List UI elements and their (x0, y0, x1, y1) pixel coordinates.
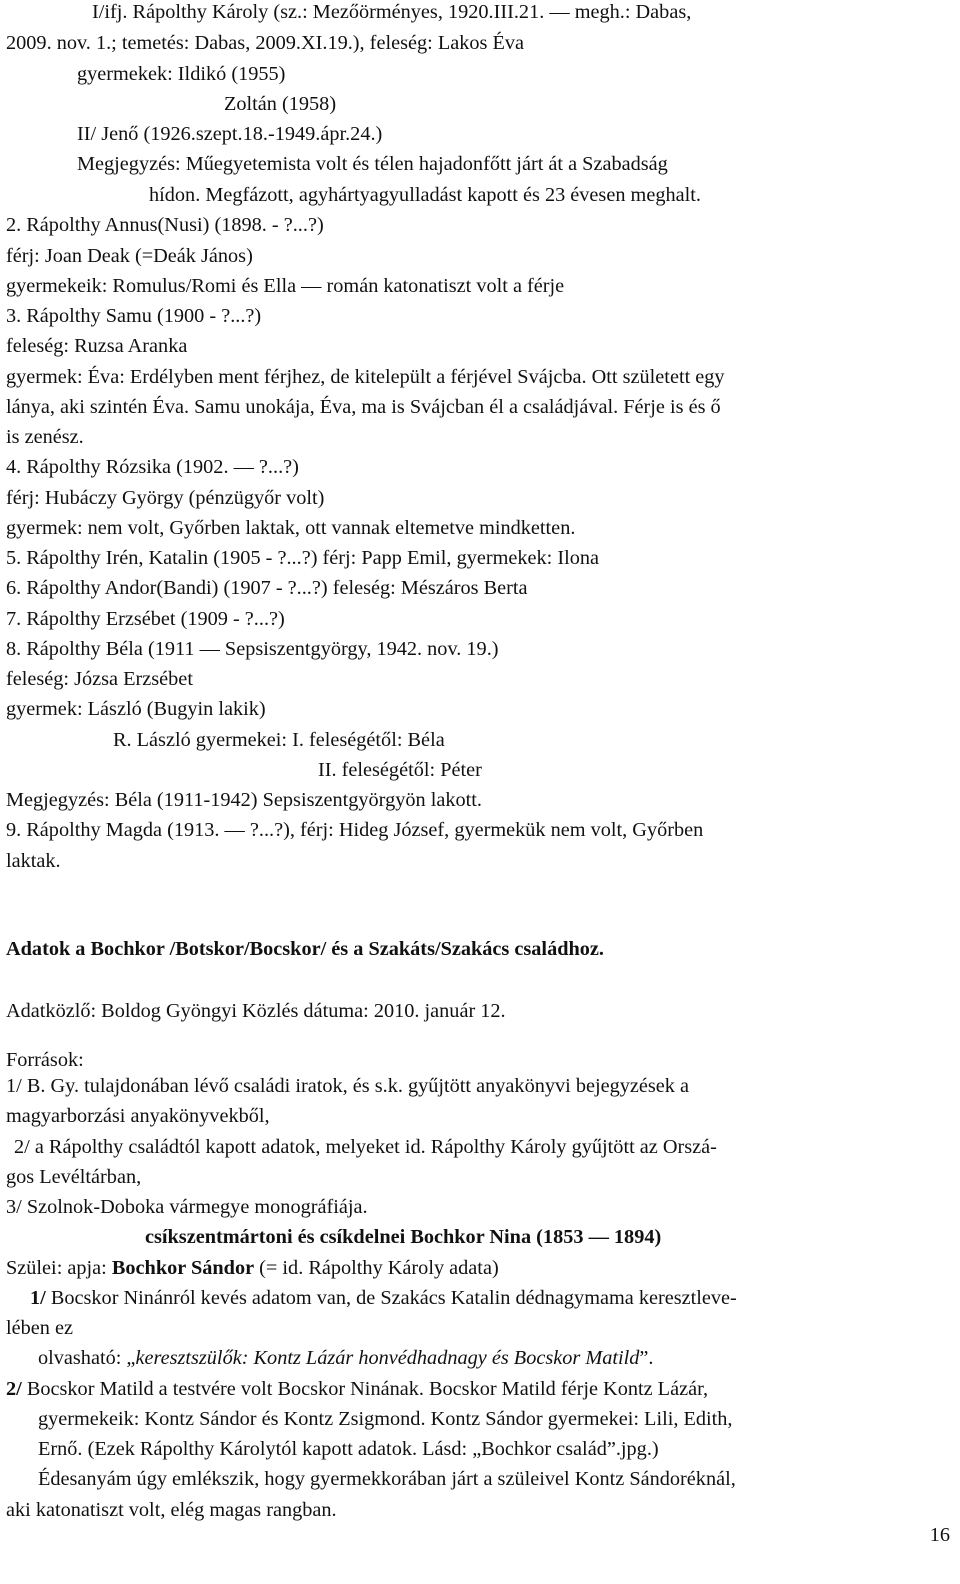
text-line: lében ez (6, 1317, 73, 1339)
text-line: Zoltán (1958) (224, 93, 337, 115)
text-line: 7. Rápolthy Erzsébet (1909 - ?...?) (6, 608, 285, 630)
text-line: Megjegyzés: Műegyetemista volt és télen hajadonfőtt járt át a Szabadság (77, 153, 668, 175)
text-line: Szülei: apja: Bochkor Sándor (= id. Rápolthy Károly adata) (6, 1257, 499, 1279)
text-line: gyermek: László (Bugyin lakik) (6, 698, 266, 720)
text-line: lánya, aki szintén Éva. Samu unokája, Éva, ma is Svájcban él a családjával. Férje is és ő (6, 396, 721, 418)
text-line: Megjegyzés: Béla (1911-1942) Sepsiszentgyörgyön lakott. (6, 789, 482, 811)
text-line: 3. Rápolthy Samu (1900 - ?...?) (6, 305, 262, 327)
text-line: 8. Rápolthy Béla (1911 ― Sepsiszentgyörgy, 1942. nov. 19.) (6, 638, 499, 660)
text-line: olvasható: „keresztszülők: Kontz Lázár honvédhadnagy és Bocskor Matild”. (38, 1347, 654, 1369)
text-line: II/ Jenő (1926.szept.18.-1949.ápr.24.) (77, 123, 383, 145)
text-line: R. László gyermekei: I. feleségétől: Béla (113, 729, 445, 751)
text-line: férj: Hubáczy György (pénzügyőr volt) (6, 487, 325, 509)
page-number: 16 (929, 1524, 950, 1546)
text-line: Édesanyám úgy emlékszik, hogy gyermekkorában járt a szüleivel Kontz Sándoréknál, (38, 1468, 736, 1490)
text-line: 2009. nov. 1.; temetés: Dabas, 2009.XI.19.), feleség: Lakos Éva (6, 32, 524, 54)
text-line: is zenész. (6, 426, 84, 448)
text-line: I/ifj. Rápolthy Károly (sz.: Mezőörményes, 1920.III.21. ― megh.: Dabas, (92, 1, 692, 23)
text-line: 1/ B. Gy. tulajdonában lévő családi iratok, és s.k. gyűjtött anyakönyvi bejegyzések a (6, 1075, 690, 1097)
text-line: 5. Rápolthy Irén, Katalin (1905 - ?...?) férj: Papp Emil, gyermekek: Ilona (6, 547, 600, 569)
text-line: laktak. (6, 850, 61, 872)
text-line: feleség: Józsa Erzsébet (6, 668, 193, 690)
text-line: magyarborzási anyakönyvekből, (6, 1105, 270, 1127)
text-line: gyermekeik: Kontz Sándor és Kontz Zsigmond. Kontz Sándor gyermekei: Lili, Edith, (38, 1408, 733, 1430)
text-line: gyermek: Éva: Erdélyben ment férjhez, de kitelepült a férjével Svájcba. Ott született egy (6, 366, 725, 388)
text-line: 3/ Szolnok-Doboka vármegye monográfiája. (6, 1196, 368, 1218)
text-line: gyermekeik: Romulus/Romi és Ella ― román katonatiszt volt a férje (6, 275, 565, 297)
text-line: gos Levéltárban, (6, 1166, 142, 1188)
text-line: férj: Joan Deak (=Deák János) (6, 245, 253, 267)
text-line: II. feleségétől: Péter (318, 759, 482, 781)
text-line: Ernő. (Ezek Rápolthy Károlytól kapott adatok. Lásd: „Bochkor család”.jpg.) (38, 1438, 659, 1460)
text-line: 4. Rápolthy Rózsika (1902. ― ?...?) (6, 456, 299, 478)
text-line: 2. Rápolthy Annus(Nusi) (1898. - ?...?) (6, 214, 324, 236)
text-line: 9. Rápolthy Magda (1913. ― ?...?), férj: Hideg József, gyermekük nem volt, Győrben (6, 819, 704, 841)
text-line: 6. Rápolthy Andor(Bandi) (1907 - ?...?) feleség: Mészáros Berta (6, 577, 528, 599)
text-line: aki katonatiszt volt, elég magas rangban. (6, 1499, 337, 1521)
text-line: Adatközlő: Boldog Gyöngyi Közlés dátuma: 2010. január 12. (6, 1000, 506, 1022)
text-line: gyermek: nem volt, Győrben laktak, ott vannak eltemetve mindketten. (6, 517, 576, 539)
text-line: 1/ Bocskor Ninánról kevés adatom van, de Szakács Katalin dédnagymama keresztleve- (30, 1287, 737, 1309)
section-heading: Adatok a Bochkor /Botskor/Bocskor/ és a Szakáts/Szakács családhoz. (6, 938, 604, 960)
text-line: gyermekek: Ildikó (1955) (77, 63, 286, 85)
text-line: hídon. Megfázott, agyhártyagyulladást kapott és 23 évesen meghalt. (149, 184, 701, 206)
text-line: 2/ a Rápolthy családtól kapott adatok, melyeket id. Rápolthy Károly gyűjtött az Orszá- (14, 1136, 717, 1158)
text-line: 2/ Bocskor Matild a testvére volt Bocskor Ninának. Bocskor Matild férje Kontz Lázár, (6, 1378, 709, 1400)
text-line: Források: (6, 1049, 84, 1071)
subheading: csíkszentmártoni és csíkdelnei Bochkor Nina (1853 ― 1894) (145, 1226, 662, 1248)
text-line: feleség: Ruzsa Aranka (6, 335, 188, 357)
